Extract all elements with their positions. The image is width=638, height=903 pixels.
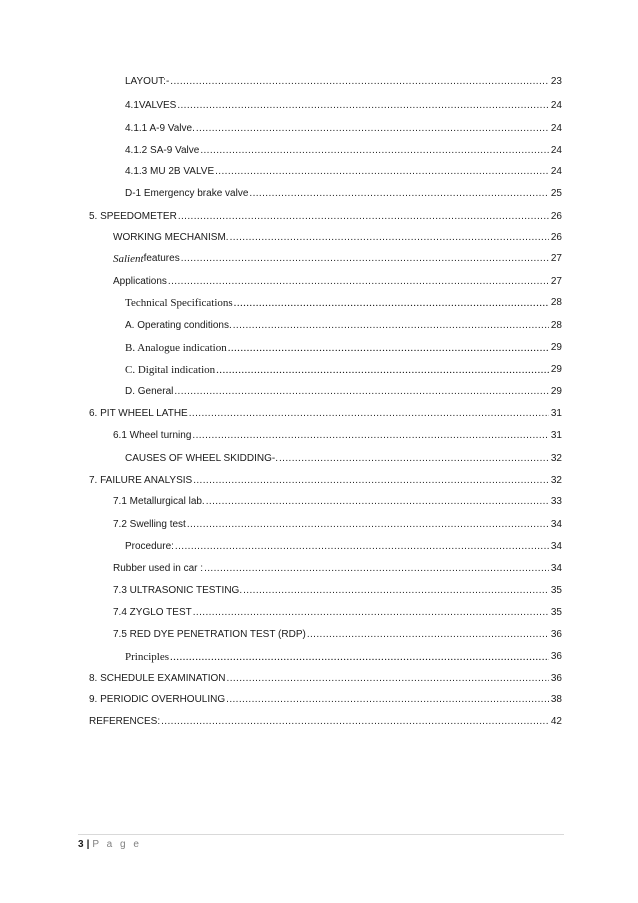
toc-entry-page: 31: [550, 408, 562, 419]
toc-leader-dots: [200, 145, 549, 157]
toc-entry-label: Salient: [113, 253, 144, 265]
toc-entry-label-rest: features: [143, 253, 180, 264]
toc-entry[interactable]: [125, 98, 562, 112]
toc-leader-dots: [215, 166, 549, 178]
toc-leader-dots: [170, 651, 549, 663]
toc-entry-page: 29: [550, 342, 562, 353]
toc-entry-page: 34: [550, 541, 562, 552]
toc-entry-page: 34: [550, 519, 562, 530]
toc-leader-dots: [216, 364, 549, 376]
toc-entry-page: 24: [550, 145, 562, 156]
toc-leader-dots: [192, 430, 548, 442]
toc-entry-label: 5. SPEEDOMETER: [89, 211, 177, 222]
toc-leader-dots: [226, 694, 549, 706]
toc-entry[interactable]: [125, 143, 562, 157]
toc-entry[interactable]: [125, 318, 562, 332]
toc-leader-dots: [170, 76, 549, 88]
toc-entry[interactable]: [113, 230, 562, 244]
toc-entry-label: 6.1 Wheel turning: [113, 430, 192, 441]
toc-entry-label: 6. PIT WHEEL LATHE: [89, 408, 188, 419]
toc-entry-label: WORKING MECHANISM.: [113, 232, 229, 243]
toc-entry-label: Technical Specifications: [125, 297, 233, 309]
toc-leader-dots: [196, 123, 549, 135]
toc-entry-label: 7.1 Metallurgical lab.: [113, 496, 205, 507]
toc-entry[interactable]: [125, 121, 562, 135]
toc-entry-page: 33: [550, 496, 562, 507]
toc-entry[interactable]: [89, 406, 562, 420]
toc-entry[interactable]: [89, 714, 562, 728]
toc-leader-dots: [228, 342, 549, 354]
toc-leader-dots: [168, 276, 549, 288]
toc-entry-page: 25: [550, 188, 562, 199]
toc-entry-label: 4.1.1 A-9 Valve.: [125, 123, 195, 134]
toc-entry[interactable]: [125, 451, 562, 465]
toc-leader-dots: [187, 519, 549, 531]
toc-entry[interactable]: [113, 274, 562, 288]
toc-entry-page: 31: [550, 430, 562, 441]
toc-entry-label: Procedure:: [125, 541, 174, 552]
toc-entry-label: 4.1.3 MU 2B VALVE: [125, 166, 215, 177]
toc-entry-label: Applications: [113, 276, 167, 287]
toc-entry[interactable]: [125, 186, 562, 200]
toc-entry-label: 7. FAILURE ANALYSIS: [89, 475, 193, 486]
toc-leader-dots: [178, 211, 549, 223]
toc-leader-dots: [243, 585, 549, 597]
toc-entry-page: 34: [550, 563, 562, 574]
toc-entry[interactable]: [113, 605, 562, 619]
toc-leader-dots: [161, 716, 549, 728]
toc-entry-page: 24: [550, 123, 562, 134]
toc-entry[interactable]: [113, 627, 562, 641]
toc-entry-label: A. Operating conditions.: [125, 320, 232, 331]
toc-entry-page: 23: [550, 76, 562, 87]
toc-entry-label: 7.3 ULTRASONIC TESTING.: [113, 585, 243, 596]
toc-entry[interactable]: [125, 649, 562, 663]
toc-entry-page: 26: [550, 232, 562, 243]
toc-entry-page: 32: [550, 475, 562, 486]
toc-entry-page: 27: [550, 276, 562, 287]
toc-entry-label: D. General: [125, 386, 174, 397]
footer-page-number: 3: [78, 839, 84, 850]
toc-entry[interactable]: [89, 692, 562, 706]
toc-entry-label: Rubber used in car :: [113, 563, 204, 574]
toc-entry[interactable]: [125, 295, 562, 309]
toc-leader-dots: [234, 297, 549, 309]
toc-leader-dots: [227, 673, 549, 685]
toc-entry-label: C. Digital indication: [125, 364, 216, 376]
toc-entry[interactable]: [113, 494, 562, 508]
toc-entry[interactable]: [125, 384, 562, 398]
toc-entry-label: B. Analogue indication: [125, 342, 227, 354]
toc-entry-page: 35: [550, 585, 562, 596]
toc-leader-dots: [249, 188, 548, 200]
toc-leader-dots: [175, 541, 549, 553]
toc-entry[interactable]: [113, 251, 562, 265]
toc-entry-page: 36: [550, 629, 562, 640]
toc-entry[interactable]: [89, 209, 562, 223]
toc-entry-label: 7.4 ZYGLO TEST: [113, 607, 192, 618]
toc-entry-label: CAUSES OF WHEEL SKIDDING-.: [125, 453, 278, 464]
toc-entry[interactable]: [113, 428, 562, 442]
toc-entry-label: 9. PERIODIC OVERHOULING: [89, 694, 226, 705]
toc-entry-label: 8. SCHEDULE EXAMINATION: [89, 673, 226, 684]
footer-divider: [78, 834, 564, 835]
toc-entry-page: 28: [550, 297, 562, 308]
toc-entry[interactable]: [113, 561, 562, 575]
toc-entry-page: 36: [550, 673, 562, 684]
toc-entry-page: 24: [550, 166, 562, 177]
toc-entry-label: 4.1VALVES: [125, 100, 177, 111]
toc-entry[interactable]: [125, 164, 562, 178]
toc-entry[interactable]: [125, 340, 562, 354]
toc-leader-dots: [181, 253, 549, 265]
toc-entry-label: Principles: [125, 651, 169, 663]
toc-entry-page: 32: [550, 453, 562, 464]
toc-entry-page: 28: [550, 320, 562, 331]
toc-entry-label: 7.2 Swelling test: [113, 519, 186, 530]
toc-entry[interactable]: [125, 539, 562, 553]
toc-entry[interactable]: [89, 671, 562, 685]
toc-entry[interactable]: [113, 517, 562, 531]
footer-page-word: P a g e: [92, 839, 142, 850]
toc-entry-label: 4.1.2 SA-9 Valve: [125, 145, 200, 156]
toc-entry[interactable]: [125, 74, 562, 88]
toc-leader-dots: [233, 320, 549, 332]
toc-entry-page: 38: [550, 694, 562, 705]
toc-leader-dots: [206, 496, 549, 508]
toc-entry-page: 35: [550, 607, 562, 618]
toc-entry[interactable]: [113, 583, 562, 597]
toc-entry-page: 29: [550, 364, 562, 375]
toc-leader-dots: [193, 475, 549, 487]
toc-leader-dots: [204, 563, 549, 575]
toc-leader-dots: [279, 453, 549, 465]
toc-leader-dots: [307, 629, 549, 641]
toc-entry[interactable]: [125, 362, 562, 376]
toc-entry-page: 42: [550, 716, 562, 727]
toc-entry-page: 26: [550, 211, 562, 222]
toc-entry-page: 36: [550, 651, 562, 662]
toc-leader-dots: [177, 100, 549, 112]
toc-entry-label: D-1 Emergency brake valve: [125, 188, 249, 199]
toc-entry[interactable]: [89, 473, 562, 487]
toc-entry-page: 24: [550, 100, 562, 111]
toc-leader-dots: [230, 232, 549, 244]
page-footer: [78, 839, 141, 851]
toc-entry-label: REFERENCES:: [89, 716, 161, 727]
toc-entry-label: 7.5 RED DYE PENETRATION TEST (RDP): [113, 629, 306, 640]
toc-entry-label: LAYOUT:-: [125, 76, 170, 87]
toc-leader-dots: [174, 386, 549, 398]
toc-entry-page: 27: [550, 253, 562, 264]
toc-leader-dots: [193, 607, 549, 619]
toc-entry-page: 29: [550, 386, 562, 397]
footer-separator: |: [86, 839, 90, 850]
toc-leader-dots: [189, 408, 549, 420]
